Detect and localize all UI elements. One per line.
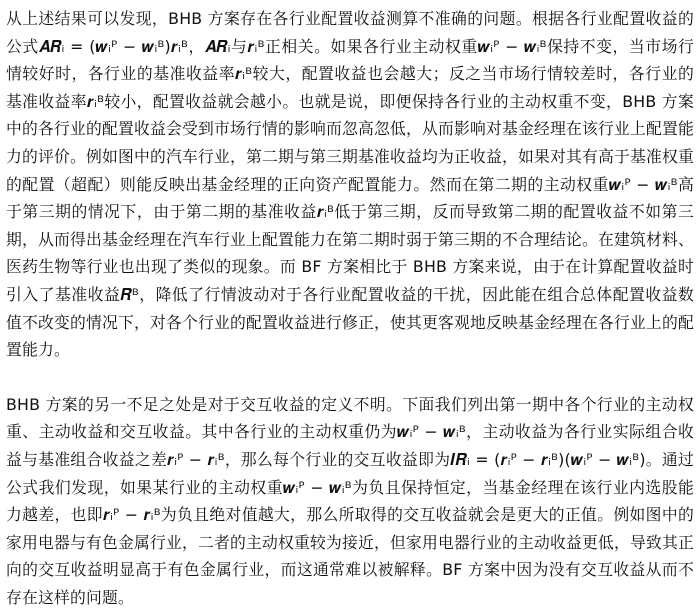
paragraph-interaction-analysis: BHB 方案的另一不足之处是对于交互收益的定义不明。下面我们列出第一期中各个行业的主动权重、主动收益和交互收益。其中各行业的主动权重仍为𝒘ᵢᴾ − 𝒘ᵢᴮ，主动收益为各行业实际组合收益与基准组合收益之差𝒓ᵢᴾ − 𝒓ᵢᴮ，那么每个行业的交互收益即为𝑰𝑹ᵢ = (𝒓ᵢᴾ − 𝒓ᵢᴮ)(𝒘ᵢᴾ − 𝒘ᵢᴮ)。通过公式我们发现，如果某行业的主动权重𝒘ᵢᴾ − 𝒘ᵢᴮ为负且保持恒定，当基金经理在该行业内选股能力越差，也即𝒓ᵢᴾ − 𝒓ᵢᴮ为负且绝对值越大，那么所取得的交互收益就会是更大的正值。例如图中的家用电器与有色金属行业，二者的主动权重较为接近，但家用电器行业的主动收益更低，导致其正向的交互收益明显高于有色金属行业，而这通常难以被解释。BF 方案中因为没有交互收益从而不存在这样的问题。	[6, 394, 694, 607]
paragraph-allocation-analysis: 从上述结果可以发现，BHB 方案存在各行业配置收益测算不准确的问题。根据各行业配置收益的公式𝑨𝑹ᵢ = (𝒘ᵢᴾ − 𝒘ᵢᴮ)𝒓ᵢᴮ，𝑨𝑹ᵢ与𝒓ᵢᴮ正相关。如果各行业主动权重𝒘ᵢᴾ − 𝒘ᵢᴮ保持不变，当市场行情较好时，各行业的基准收益率𝒓ᵢᴮ较大，配置收益也会越大；反之当市场行情较差时，各行业的基准收益率𝒓ᵢᴮ较小，配置收益就会越小。也就是说，即便保持各行业的主动权重不变，BHB 方案中的各行业的配置收益会受到市场行情的影响而忽高忽低，从而影响对基金经理在该行业上配置能力的评价。例如图中的汽车行业，第二期与第三期基准收益均为正收益，如果对其有高于基准权重的配置（超配）则能反映出基金经理的正向资产配置能力。然而在第二期的主动权重𝒘ᵢᴾ − 𝒘ᵢᴮ高于第三期的情况下，由于第二期的基准收益𝒓ᵢᴮ低于第三期，反而导致第二期的配置收益不如第三期，从而得出基金经理在汽车行业上配置能力在第二期时弱于第三期的不合理结论。在建筑材料、医药生物等行业也出现了类似的现象。而 BF 方案相比于 BHB 方案来说，由于在计算配置收益时引入了基准收益𝑹ᴮ，降低了行情波动对于各行业配置收益的干扰，因此能在组合总体配置收益数值不改变的情况下，对各个行业的配置收益进行修正，使其更客观地反映基金经理在各行业上的配置能力。	[6, 9, 694, 360]
